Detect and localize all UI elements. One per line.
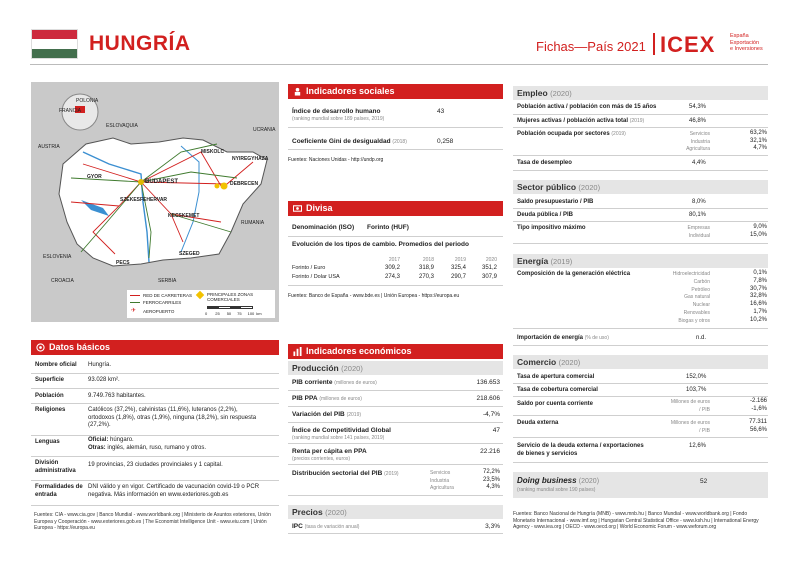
- energia-header: Energía (2019): [513, 254, 768, 268]
- map-label: ESLOVAQUIA: [106, 123, 138, 129]
- map-label: GYOR: [87, 174, 102, 180]
- dist-values: 72,2% 23,5% 4,3%: [482, 469, 500, 490]
- idh-value: 43: [437, 108, 445, 115]
- composicion-label: Composición de la generación eléctrica: [517, 271, 631, 277]
- ocupada-sectors: Servicios Industria Agricultura: [686, 131, 710, 152]
- map-label: SERBIA: [158, 278, 177, 284]
- var-pib-row: Variación del PIB (2019): [292, 411, 362, 418]
- saldo-label: Saldo presupuestario / PIB: [517, 199, 594, 205]
- ipc-row: IPC (tasa de variación anual): [292, 523, 360, 530]
- denominacion-label: Denominación (ISO): [292, 224, 355, 231]
- tipo-sectors: Empresas Individual: [687, 225, 710, 239]
- import-row: Importación de energía (% de uso): [517, 335, 609, 341]
- country-title: HUNGRÍA: [89, 32, 191, 55]
- map-label: NYIREGYHAZA: [232, 156, 269, 162]
- dext-units: Millones de euros / PIB: [670, 420, 710, 434]
- social-sources: Fuentes: Naciones Unidas - http://undp.org: [288, 157, 384, 163]
- brand-divider: [653, 33, 655, 55]
- divisa-header: Divisa: [288, 201, 503, 216]
- person-icon: [293, 87, 302, 96]
- precios-header: Precios (2020): [288, 505, 503, 519]
- gini-row: Coeficiente Gini de desigualdad (2018): [292, 138, 407, 145]
- idh-label: Índice de desarrollo humano: [292, 108, 381, 115]
- competitividad-value: 47: [492, 427, 500, 434]
- competitividad-note: (ranking mundial sobre 141 países, 2019): [292, 435, 385, 441]
- basic-sources: Fuentes: CIA - www.cia.gov | Banco Mundial - www.worldbank.org | Ministerio de Asuntos exteriores, Unión Europea y Cooperación - www.exteriores.gob.es | The Economist Intelligence Unit - www.eiu.com | Unión Europea - https://europa.eu: [34, 512, 271, 531]
- pob-activa-value: 54,3%: [689, 104, 707, 110]
- ocupada-row: Población ocupada por sectores (2019): [517, 131, 626, 137]
- map-label: DEBRECEN: [230, 181, 259, 187]
- basic-data-header: Datos básicos: [31, 340, 279, 355]
- icex-logo: ICEX: [660, 32, 716, 57]
- deuda-externa-label: Deuda externa: [517, 420, 559, 426]
- pib-ppa-row: PIB PPA (millones de euros): [292, 395, 362, 402]
- apertura-label: Tasa de apertura comercial: [517, 374, 595, 380]
- map-label: AUSTRIA: [38, 144, 60, 150]
- pib-row: PIB corriente (millones de euros): [292, 379, 377, 386]
- money-icon: [293, 204, 302, 213]
- servicio-deuda-value: 12,6%: [689, 443, 707, 449]
- map-panel: [31, 82, 279, 322]
- divisa-sources: Fuentes: Banco de España - www.bde.es | Unión Europea - https://europa.eu: [288, 293, 460, 299]
- cobertura-label: Tasa de cobertura comercial: [517, 387, 598, 393]
- exchange-evolution-title: Evolución de los tipos de cambio. Promedios del periodo: [292, 241, 469, 248]
- map-label: SZEGED: [179, 251, 200, 257]
- dist-sectorial-row: Distribución sectorial del PIB (2019): [292, 470, 399, 477]
- publico-header: Sector público (2020): [513, 180, 768, 194]
- header-rule: [30, 64, 768, 65]
- cc-values: -2.166 -1,6%: [749, 398, 767, 412]
- map-legend: RED DE CARRETERAS FERROCARRILES ✈ AEROPUERTO PRINCIPALES ZONAS COMERCIALES 0 25 50 75 100 km: [127, 290, 275, 318]
- mujeres-row: Mujeres activas / población activa total (2019): [517, 118, 645, 124]
- energy-values: 0,1% 7,8% 30,7% 32,8% 16,6% 1,7% 10,2%: [749, 270, 767, 323]
- target-icon: [36, 343, 45, 352]
- cuenta-corriente-label: Saldo por cuenta corriente: [517, 401, 594, 407]
- dext-values: 77.311 56,6%: [749, 419, 767, 433]
- dist-sectors: Servicios Industria Agricultura: [430, 470, 454, 491]
- pib-ppa-value: 218.606: [476, 395, 500, 402]
- doing-business: Doing business (2020) (ranking mundial sobre 190 países) 52: [513, 472, 768, 498]
- produccion-header: Producción (2020): [288, 361, 503, 375]
- map-label: BUDAPEST: [145, 179, 179, 185]
- renta-value: 22.216: [480, 448, 500, 455]
- right-sources: Fuentes: Banco Nacional de Hungría (MNB) - www.mnb.hu | Banco Mundial - www.worldbank.org | Fondo Monetario Internacional - www.imf.org | Hungarian Central Statistical Office - www.ksh.hu | International Energy Agency - www.iea.org | OECD - www.oecd.org | World Economic Forum - www.weforum.org: [513, 511, 759, 530]
- bar-chart-icon: [293, 347, 302, 356]
- deuda-publica-label: Deuda pública / PIB: [517, 212, 574, 218]
- deuda-publica-value: 80,1%: [689, 212, 707, 218]
- pib-value: 136.653: [476, 379, 500, 386]
- var-pib-value: -4,7%: [483, 411, 500, 418]
- pob-activa-label: Población activa / población con más de 15 años: [517, 104, 657, 110]
- competitividad-label: Índice de Competitividad Global: [292, 427, 391, 434]
- map-label: MISKOLC: [201, 149, 225, 155]
- denominacion-value: Forinto (HUF): [367, 224, 409, 231]
- servicio-deuda-label: Servicio de la deuda externa / exportaciones de bienes y servicios: [517, 443, 644, 457]
- desempleo-label: Tasa de desempleo: [517, 160, 572, 166]
- brand-tagline: España Exportación e Inversiones: [730, 33, 763, 52]
- ocupada-values: 63,2% 32,1% 4,7%: [749, 130, 767, 151]
- map-label: KECSKEMET: [168, 213, 200, 219]
- map-label: POLONIA: [76, 98, 99, 104]
- exchange-row: Forinto / Dolar USA 274,3 270,3 290,7 307,9: [292, 274, 497, 280]
- map-label: CROACIA: [51, 278, 74, 284]
- map-label: FRANCIA: [59, 108, 81, 114]
- saldo-value: 8,0%: [692, 199, 706, 205]
- renta-label: Renta per cápita en PPA: [292, 448, 367, 455]
- series-title: Fichas—País 2021: [536, 39, 646, 54]
- tipo-values: 9,0% 15,0%: [749, 224, 767, 238]
- map-label: SZEKESFEHERVAR: [120, 197, 168, 203]
- apertura-value: 152,0%: [686, 374, 707, 380]
- map-label: PECS: [116, 260, 130, 266]
- cobertura-value: 103,7%: [686, 387, 707, 393]
- empleo-header: Empleo (2020): [513, 86, 768, 100]
- gini-value: 0,258: [437, 138, 454, 145]
- desempleo-value: 4,4%: [692, 160, 706, 166]
- tipo-label: Tipo impositivo máximo: [517, 225, 586, 231]
- exchange-row: Forinto / Euro 309,2 318,9 325,4 351,2: [292, 265, 497, 271]
- ipc-value: 3,3%: [485, 523, 500, 530]
- cc-units: Millones de euros / PIB: [670, 399, 710, 413]
- energy-sources: Hidroelectricidad Carbón Petróleo Gas natural Nuclear Renovables Biogas y otros: [672, 271, 710, 324]
- import-value: n.d.: [696, 335, 707, 341]
- idh-note: (ranking mundial sobre 189 países, 2019): [292, 116, 385, 122]
- map-label: UCRANIA: [253, 127, 276, 133]
- flag: [31, 29, 78, 59]
- renta-note: (precios corrientes, euros): [292, 456, 351, 462]
- mujeres-value: 46,8%: [689, 118, 707, 124]
- comercio-header: Comercio (2020): [513, 355, 768, 369]
- map-label: ESLOVENIA: [43, 254, 72, 260]
- social-header: Indicadores sociales: [288, 84, 503, 99]
- map-label: RUMANIA: [241, 220, 265, 226]
- econ-header: Indicadores económicos: [288, 344, 503, 359]
